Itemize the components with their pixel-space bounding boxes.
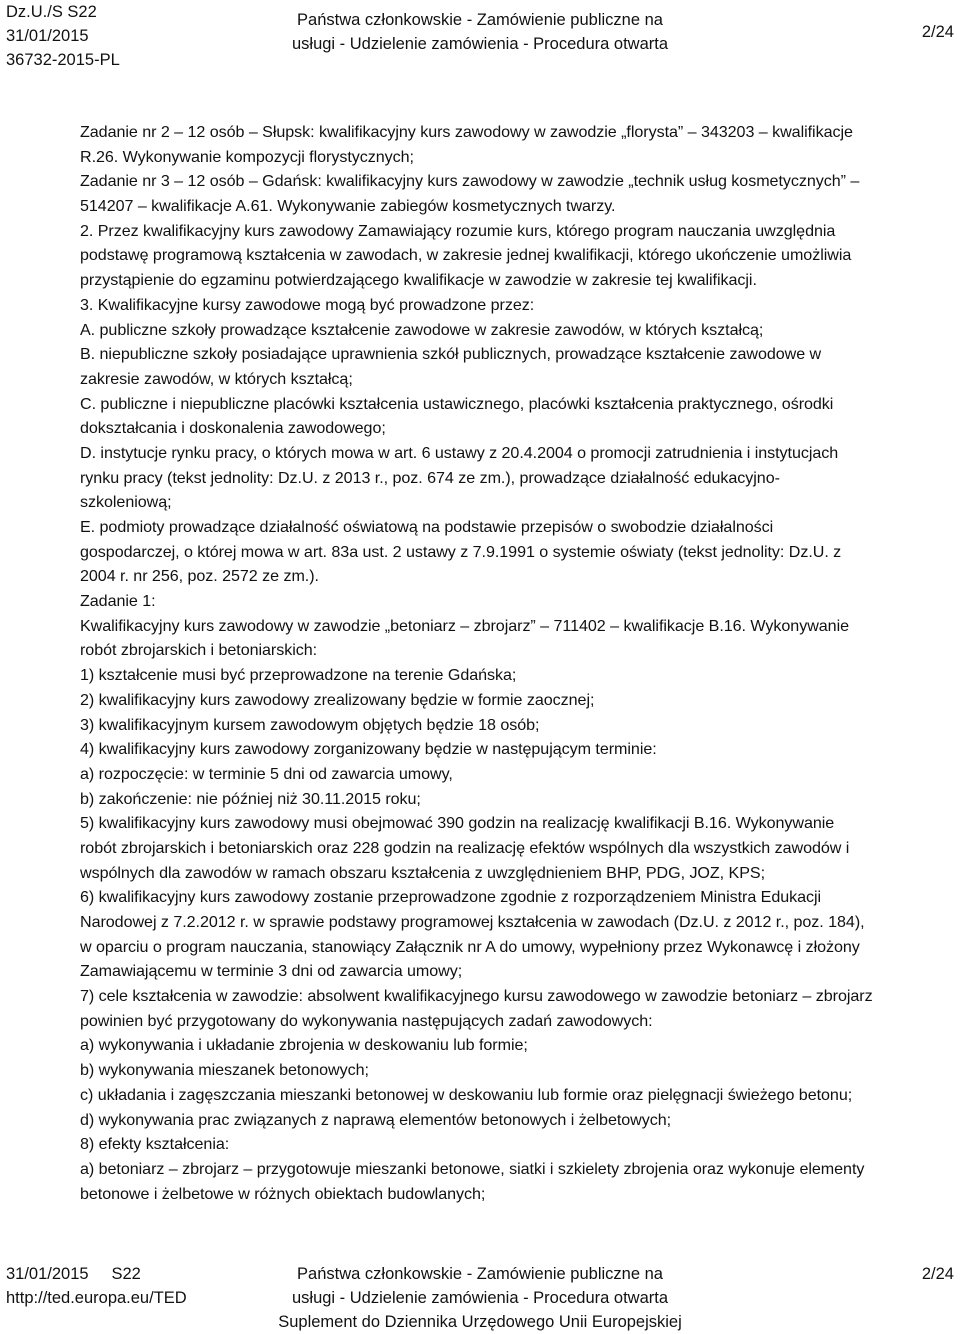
text-line: Zadanie 1: <box>80 592 156 611</box>
text-line: Zamawiającemu w terminie 3 dni od zawarcia umowy; <box>80 962 463 981</box>
text-line: b) wykonywania mieszanek betonowych; <box>80 1061 369 1080</box>
text-line: 3. Kwalifikacyjne kursy zawodowe mogą być prowadzone przez: <box>80 295 535 314</box>
text-line: 5) kwalifikacyjny kurs zawodowy musi obejmować 390 godzin na realizację kwalifikacji B.16. Wykonywanie <box>80 814 835 833</box>
document-body <box>80 120 956 1206</box>
footer-title-line-1: Państwa członkowskie - Zamówienie publiczne na <box>297 1265 663 1283</box>
page-footer <box>0 1262 960 1334</box>
text-line: gospodarczej, o której mowa w art. 83a ust. 2 ustawy z 7.9.1991 o systemie oświaty (tekst jednolity: Dz.U. z <box>80 542 842 561</box>
text-line: C. publiczne i niepubliczne placówki kształcenia ustawicznego, placówki kształcenia praktycznego, ośrodki <box>80 394 834 413</box>
text-line: Narodowej z 7.2.2012 r. w sprawie podstawy programowej kształcenia w zawodach (Dz.U. z 2012 r., poz. 184), <box>80 913 865 931</box>
text-line: A. publiczne szkoły prowadzące kształcenie zawodowe w zakresie zawodów, w których kształcą; <box>80 320 764 339</box>
text-line: wspólnych dla zawodów w ramach obszaru kształcenia z uwzględnieniem BHP, PDG, JOZ, KPS; <box>80 863 766 882</box>
text-line: b) zakończenie: nie później niż 30.11.2015 roku; <box>80 789 421 808</box>
text-line: Zadanie nr 3 – 12 osób – Gdańsk: kwalifikacyjny kurs zawodowy w zawodzie „technik usług kosmetycznych” – <box>80 172 860 191</box>
text-line: szkoleniową; <box>80 493 172 512</box>
text-line: 2) kwalifikacyjny kurs zawodowy zrealizowany będzie w formie zaocznej; <box>80 690 595 709</box>
text-line: a) wykonywania i układanie zbrojenia w deskowaniu lub formie; <box>80 1036 528 1055</box>
header-date: 31/01/2015 <box>6 27 89 45</box>
text-line: 514207 – kwalifikacje A.61. Wykonywanie zabiegów kosmetycznych twarzy. <box>80 197 616 216</box>
text-line: 1) kształcenie musi być przeprowadzone na terenie Gdańska; <box>80 666 517 685</box>
footer-title-line-2: usługi - Udzielenie zamówienia - Procedura otwarta <box>291 1289 668 1307</box>
text-line: robót zbrojarskich i betoniarskich oraz 228 godzin na realizację efektów wspólnych dla wszystkich zawodów i <box>80 838 850 857</box>
text-line: przystąpienie do egzaminu potwierdzającego kwalifikacje w zawodzie w zakresie tej kwalifikacji. <box>80 271 757 290</box>
text-line: a) rozpoczęcie: w terminie 5 dni od zawarcia umowy, <box>80 764 453 783</box>
text-line: B. niepubliczne szkoły posiadające uprawnienia szkół publicznych, prowadzące kształcenie zawodowe w <box>80 345 822 364</box>
text-line: R.26. Wykonywanie kompozycji florystycznych; <box>80 147 414 166</box>
text-line: w oparciu o program nauczania, stanowiący Załącznik nr A do umowy, wypełniony przez Wykonawcę i złożony <box>80 937 860 956</box>
footer-page-number: 2/24 <box>921 1265 954 1283</box>
text-line: 6) kwalifikacyjny kurs zawodowy zostanie przeprowadzone zgodnie z rozporządzeniem Ministra Edukacji <box>80 888 822 907</box>
text-line: rynku pracy (tekst jednolity: Dz.U. z 2013 r., poz. 674 ze zm.), prowadzące działalność edukacyjno- <box>80 468 780 487</box>
header-title-line-2: usługi - Udzielenie zamówienia - Procedura otwarta <box>291 35 668 53</box>
text-line: 3) kwalifikacyjnym kursem zawodowym objętych będzie 18 osób; <box>80 715 540 734</box>
text-line: Kwalifikacyjny kurs zawodowy w zawodzie „betoniarz – zbrojarz” – 711402 – kwalifikacje B.16. Wykonywanie <box>80 616 849 635</box>
footer-center <box>0 1262 960 1334</box>
page-header <box>0 0 960 72</box>
text-line: d) wykonywania prac związanych z naprawą elementów betonowych i żelbetowych; <box>80 1110 672 1129</box>
text-line: Zadanie nr 2 – 12 osób – Słupsk: kwalifikacyjny kurs zawodowy w zawodzie „florysta” – 343203 – kwalifikacje <box>80 123 853 141</box>
text-line: podstawę programową kształcenia w zawodach, w zakresie jednej kwalifikacji, którego ukończenie umożliwia <box>80 246 852 265</box>
header-center <box>0 8 960 56</box>
text-line: 2004 r. nr 256, poz. 2572 ze zm.). <box>80 567 319 586</box>
text-line: 2. Przez kwalifikacyjny kurs zawodowy Zamawiający rozumie kurs, którego program nauczania uwzględnia <box>80 221 836 240</box>
text-line: powinien być przygotowany do wykonywania następujących zadań zawodowych: <box>80 1011 653 1030</box>
text-line: 8) efekty kształcenia: <box>80 1135 230 1154</box>
text-line: 7) cele kształcenia w zawodzie: absolwent kwalifikacyjnego kursu zawodowego w zawodzie betoniarz – zbrojarz <box>80 987 873 1006</box>
footer-supplement: Suplement do Dziennika Urzędowego Unii Europejskiej <box>278 1313 682 1331</box>
text-line: a) betoniarz – zbrojarz – przygotowuje mieszanki betonowe, siatki i szkielety zbrojenia oraz wykonuje elementy <box>80 1159 865 1178</box>
text-line: betonowe i żelbetowe w różnych obiektach budowlanych; <box>80 1184 486 1203</box>
text-line: zakresie zawodów, w których kształcą; <box>80 369 353 388</box>
text-line: c) układania i zagęszczania mieszanki betonowej w deskowaniu lub formie oraz pielęgnacji świeżego betonu; <box>80 1085 853 1104</box>
header-page-number: 2/24 <box>921 23 954 41</box>
text-line: robót zbrojarskich i betoniarskich: <box>80 641 318 660</box>
header-doc-number: 36732-2015-PL <box>6 51 120 69</box>
header-title-line-1: Państwa członkowskie - Zamówienie publiczne na <box>297 11 663 29</box>
text-line: E. podmioty prowadzące działalność oświatową na podstawie przepisów o swobodzie działalności <box>80 518 774 536</box>
footer-date-section: 31/01/2015 S22 <box>6 1265 141 1283</box>
header-journal-ref: Dz.U./S S22 <box>6 3 97 21</box>
footer-url: http://ted.europa.eu/TED <box>6 1289 187 1307</box>
text-line: dokształcania i doskonalenia zawodowego; <box>80 419 386 438</box>
text-line: D. instytucje rynku pracy, o których mowa w art. 6 ustawy z 20.4.2004 o promocji zatrudnienia i instytucjach <box>80 443 839 462</box>
text-line: 4) kwalifikacyjny kurs zawodowy zorganizowany będzie w następującym terminie: <box>80 740 657 759</box>
